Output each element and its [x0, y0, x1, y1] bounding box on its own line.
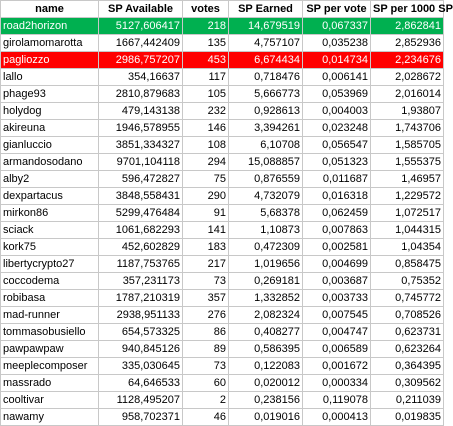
- cell-sp-available[interactable]: 1667,442409: [99, 35, 183, 52]
- cell-votes[interactable]: 46: [183, 409, 229, 426]
- cell-votes[interactable]: 108: [183, 137, 229, 154]
- table-row: [1, 222, 444, 239]
- col-header-votes[interactable]: votes: [183, 1, 229, 18]
- table-row: [1, 341, 444, 358]
- cell-sp-per-vote[interactable]: 0,002581: [303, 239, 371, 256]
- cell-sp-per-1000[interactable]: 2,234676: [371, 52, 444, 69]
- cell-sp-per-1000[interactable]: 1,072517: [371, 205, 444, 222]
- table-row: [1, 18, 444, 35]
- cell-sp-per-1000[interactable]: 1,044315: [371, 222, 444, 239]
- cell-sp-earned[interactable]: 1,10873: [229, 222, 303, 239]
- cell-votes[interactable]: 218: [183, 18, 229, 35]
- cell-name[interactable]: massrado: [1, 375, 99, 392]
- header-row: [1, 1, 444, 18]
- cell-sp-earned[interactable]: 6,10708: [229, 137, 303, 154]
- cell-sp-available[interactable]: 1946,578955: [99, 120, 183, 137]
- cell-sp-per-vote[interactable]: 0,007545: [303, 307, 371, 324]
- cell-sp-per-vote[interactable]: 0,006141: [303, 69, 371, 86]
- cell-sp-earned[interactable]: 4,757107: [229, 35, 303, 52]
- cell-sp-per-1000[interactable]: 0,211039: [371, 392, 444, 409]
- cell-name[interactable]: robibasa: [1, 290, 99, 307]
- table-row: [1, 35, 444, 52]
- cell-sp-available[interactable]: 2810,879683: [99, 86, 183, 103]
- cell-name[interactable]: dexpartacus: [1, 188, 99, 205]
- table-row: [1, 273, 444, 290]
- col-header-name[interactable]: name: [1, 1, 99, 18]
- cell-sp-per-vote[interactable]: 0,119078: [303, 392, 371, 409]
- col-header-sp-available[interactable]: SP Available: [99, 1, 183, 18]
- cell-sp-available[interactable]: 335,030645: [99, 358, 183, 375]
- cell-sp-earned[interactable]: 6,674434: [229, 52, 303, 69]
- cell-sp-earned[interactable]: 0,928613: [229, 103, 303, 120]
- cell-votes[interactable]: 290: [183, 188, 229, 205]
- table-row: [1, 52, 444, 69]
- cell-sp-per-1000[interactable]: 0,623264: [371, 341, 444, 358]
- cell-sp-earned[interactable]: 0,122083: [229, 358, 303, 375]
- cell-sp-earned[interactable]: 0,408277: [229, 324, 303, 341]
- cell-votes[interactable]: 357: [183, 290, 229, 307]
- cell-sp-available[interactable]: 2986,757207: [99, 52, 183, 69]
- cell-sp-per-vote[interactable]: 0,004003: [303, 103, 371, 120]
- cell-sp-available[interactable]: 5127,606417: [99, 18, 183, 35]
- cell-sp-available[interactable]: 940,845126: [99, 341, 183, 358]
- cell-sp-available[interactable]: 2938,951133: [99, 307, 183, 324]
- table-row: [1, 205, 444, 222]
- cell-sp-per-1000[interactable]: 0,623731: [371, 324, 444, 341]
- cell-sp-per-vote[interactable]: 0,053969: [303, 86, 371, 103]
- table-row: [1, 188, 444, 205]
- cell-sp-available[interactable]: 1787,210319: [99, 290, 183, 307]
- cell-sp-available[interactable]: 5299,476484: [99, 205, 183, 222]
- cell-name[interactable]: pagliozzo: [1, 52, 99, 69]
- cell-sp-earned[interactable]: 5,666773: [229, 86, 303, 103]
- cell-votes[interactable]: 86: [183, 324, 229, 341]
- cell-name[interactable]: nawamy: [1, 409, 99, 426]
- cell-votes[interactable]: 232: [183, 103, 229, 120]
- cell-sp-available[interactable]: 354,16637: [99, 69, 183, 86]
- cell-sp-per-vote[interactable]: 0,035238: [303, 35, 371, 52]
- cell-sp-available[interactable]: 1187,753765: [99, 256, 183, 273]
- cell-name[interactable]: girolamomarotta: [1, 35, 99, 52]
- cell-votes[interactable]: 2: [183, 392, 229, 409]
- table-row: [1, 86, 444, 103]
- cell-name[interactable]: mad-runner: [1, 307, 99, 324]
- cell-name[interactable]: sciack: [1, 222, 99, 239]
- cell-votes[interactable]: 276: [183, 307, 229, 324]
- cell-name[interactable]: holydog: [1, 103, 99, 120]
- cell-sp-per-vote[interactable]: 0,003687: [303, 273, 371, 290]
- cell-sp-available[interactable]: 958,702371: [99, 409, 183, 426]
- cell-sp-per-vote[interactable]: 0,014734: [303, 52, 371, 69]
- table-row: [1, 256, 444, 273]
- cell-sp-earned[interactable]: 0,019016: [229, 409, 303, 426]
- cell-sp-per-vote[interactable]: 0,051323: [303, 154, 371, 171]
- cell-name[interactable]: pawpawpaw: [1, 341, 99, 358]
- cell-sp-available[interactable]: 654,573325: [99, 324, 183, 341]
- cell-sp-available[interactable]: 3848,558431: [99, 188, 183, 205]
- cell-sp-per-vote[interactable]: 0,007863: [303, 222, 371, 239]
- col-header-sp-per-1000[interactable]: SP per 1000 SP: [371, 1, 444, 18]
- cell-sp-earned[interactable]: 0,269181: [229, 273, 303, 290]
- cell-sp-per-1000[interactable]: 2,028672: [371, 69, 444, 86]
- table-row: [1, 171, 444, 188]
- cell-sp-earned[interactable]: 0,718476: [229, 69, 303, 86]
- cell-sp-per-1000[interactable]: 0,75352: [371, 273, 444, 290]
- cell-sp-available[interactable]: 1061,682293: [99, 222, 183, 239]
- col-header-sp-per-vote[interactable]: SP per vote: [303, 1, 371, 18]
- cell-name[interactable]: road2horizon: [1, 18, 99, 35]
- cell-sp-per-vote[interactable]: 0,062459: [303, 205, 371, 222]
- cell-sp-earned[interactable]: 0,238156: [229, 392, 303, 409]
- cell-sp-per-1000[interactable]: 2,852936: [371, 35, 444, 52]
- cell-votes[interactable]: 135: [183, 35, 229, 52]
- cell-sp-earned[interactable]: 14,679519: [229, 18, 303, 35]
- cell-sp-earned[interactable]: 1,332852: [229, 290, 303, 307]
- cell-sp-available[interactable]: 64,646533: [99, 375, 183, 392]
- cell-name[interactable]: akireuna: [1, 120, 99, 137]
- cell-votes[interactable]: 453: [183, 52, 229, 69]
- table-row: [1, 358, 444, 375]
- table-row: [1, 239, 444, 256]
- cell-name[interactable]: coccodema: [1, 273, 99, 290]
- cell-sp-available[interactable]: 479,143138: [99, 103, 183, 120]
- cell-sp-per-1000[interactable]: 1,93807: [371, 103, 444, 120]
- cell-name[interactable]: meeplecomposer: [1, 358, 99, 375]
- cell-name[interactable]: armandosodano: [1, 154, 99, 171]
- cell-sp-per-vote[interactable]: 0,016318: [303, 188, 371, 205]
- cell-votes[interactable]: 105: [183, 86, 229, 103]
- cell-sp-per-vote[interactable]: 0,004699: [303, 256, 371, 273]
- cell-sp-per-1000[interactable]: 2,016014: [371, 86, 444, 103]
- table-row: [1, 290, 444, 307]
- cell-sp-per-vote[interactable]: 0,006589: [303, 341, 371, 358]
- cell-votes[interactable]: 89: [183, 341, 229, 358]
- cell-name[interactable]: mirkon86: [1, 205, 99, 222]
- cell-votes[interactable]: 73: [183, 273, 229, 290]
- cell-name[interactable]: libertycrypto27: [1, 256, 99, 273]
- cell-votes[interactable]: 141: [183, 222, 229, 239]
- cell-sp-per-1000[interactable]: 1,585705: [371, 137, 444, 154]
- cell-name[interactable]: cooltivar: [1, 392, 99, 409]
- cell-votes[interactable]: 217: [183, 256, 229, 273]
- cell-votes[interactable]: 294: [183, 154, 229, 171]
- cell-sp-earned[interactable]: 15,088857: [229, 154, 303, 171]
- cell-name[interactable]: gianluccio: [1, 137, 99, 154]
- table-row: [1, 137, 444, 154]
- cell-sp-per-1000[interactable]: 1,04354: [371, 239, 444, 256]
- table-row: [1, 154, 444, 171]
- cell-sp-per-1000[interactable]: 0,745772: [371, 290, 444, 307]
- cell-sp-per-1000[interactable]: 2,862841: [371, 18, 444, 35]
- cell-votes[interactable]: 60: [183, 375, 229, 392]
- cell-sp-per-vote[interactable]: 0,023248: [303, 120, 371, 137]
- cell-sp-per-vote[interactable]: 0,004747: [303, 324, 371, 341]
- cell-sp-available[interactable]: 1128,495207: [99, 392, 183, 409]
- table-row: [1, 307, 444, 324]
- table-row: [1, 69, 444, 86]
- cell-sp-available[interactable]: 357,231173: [99, 273, 183, 290]
- cell-sp-earned[interactable]: 5,68378: [229, 205, 303, 222]
- cell-name[interactable]: tommasobusiello: [1, 324, 99, 341]
- table-row: [1, 409, 444, 426]
- cell-sp-earned[interactable]: 0,586395: [229, 341, 303, 358]
- cell-name[interactable]: alby2: [1, 171, 99, 188]
- table-row: [1, 375, 444, 392]
- cell-sp-earned[interactable]: 1,019656: [229, 256, 303, 273]
- cell-sp-per-vote[interactable]: 0,001672: [303, 358, 371, 375]
- cell-sp-available[interactable]: 3851,334327: [99, 137, 183, 154]
- cell-sp-earned[interactable]: 4,732079: [229, 188, 303, 205]
- table-row: [1, 103, 444, 120]
- cell-sp-per-vote[interactable]: 0,000413: [303, 409, 371, 426]
- table-row: [1, 324, 444, 341]
- cell-sp-per-1000[interactable]: 0,364395: [371, 358, 444, 375]
- table-body: [1, 18, 444, 426]
- cell-sp-per-1000[interactable]: 0,019835: [371, 409, 444, 426]
- cell-sp-earned[interactable]: 0,876559: [229, 171, 303, 188]
- cell-votes[interactable]: 91: [183, 205, 229, 222]
- cell-sp-per-1000[interactable]: 1,46957: [371, 171, 444, 188]
- cell-sp-per-vote[interactable]: 0,011687: [303, 171, 371, 188]
- cell-votes[interactable]: 183: [183, 239, 229, 256]
- cell-sp-available[interactable]: 9701,104118: [99, 154, 183, 171]
- cell-sp-per-1000[interactable]: 0,858475: [371, 256, 444, 273]
- cell-sp-per-vote[interactable]: 0,056547: [303, 137, 371, 154]
- cell-votes[interactable]: 75: [183, 171, 229, 188]
- col-header-sp-earned[interactable]: SP Earned: [229, 1, 303, 18]
- cell-sp-available[interactable]: 452,602829: [99, 239, 183, 256]
- cell-sp-per-1000[interactable]: 1,743706: [371, 120, 444, 137]
- cell-sp-per-1000[interactable]: 1,555375: [371, 154, 444, 171]
- cell-name[interactable]: kork75: [1, 239, 99, 256]
- cell-sp-earned[interactable]: 3,394261: [229, 120, 303, 137]
- cell-sp-per-1000[interactable]: 0,708526: [371, 307, 444, 324]
- table-row: [1, 392, 444, 409]
- cell-sp-per-1000[interactable]: 1,229572: [371, 188, 444, 205]
- cell-sp-available[interactable]: 596,472827: [99, 171, 183, 188]
- cell-name[interactable]: lallo: [1, 69, 99, 86]
- cell-name[interactable]: phage93: [1, 86, 99, 103]
- cell-sp-per-1000[interactable]: 0,309562: [371, 375, 444, 392]
- cell-votes[interactable]: 146: [183, 120, 229, 137]
- cell-sp-per-vote[interactable]: 0,003733: [303, 290, 371, 307]
- cell-votes[interactable]: 73: [183, 358, 229, 375]
- cell-votes[interactable]: 117: [183, 69, 229, 86]
- cell-sp-earned[interactable]: 2,082324: [229, 307, 303, 324]
- cell-sp-per-vote[interactable]: 0,067337: [303, 18, 371, 35]
- table-row: [1, 120, 444, 137]
- cell-sp-earned[interactable]: 0,472309: [229, 239, 303, 256]
- cell-sp-earned[interactable]: 0,020012: [229, 375, 303, 392]
- cell-sp-per-vote[interactable]: 0,000334: [303, 375, 371, 392]
